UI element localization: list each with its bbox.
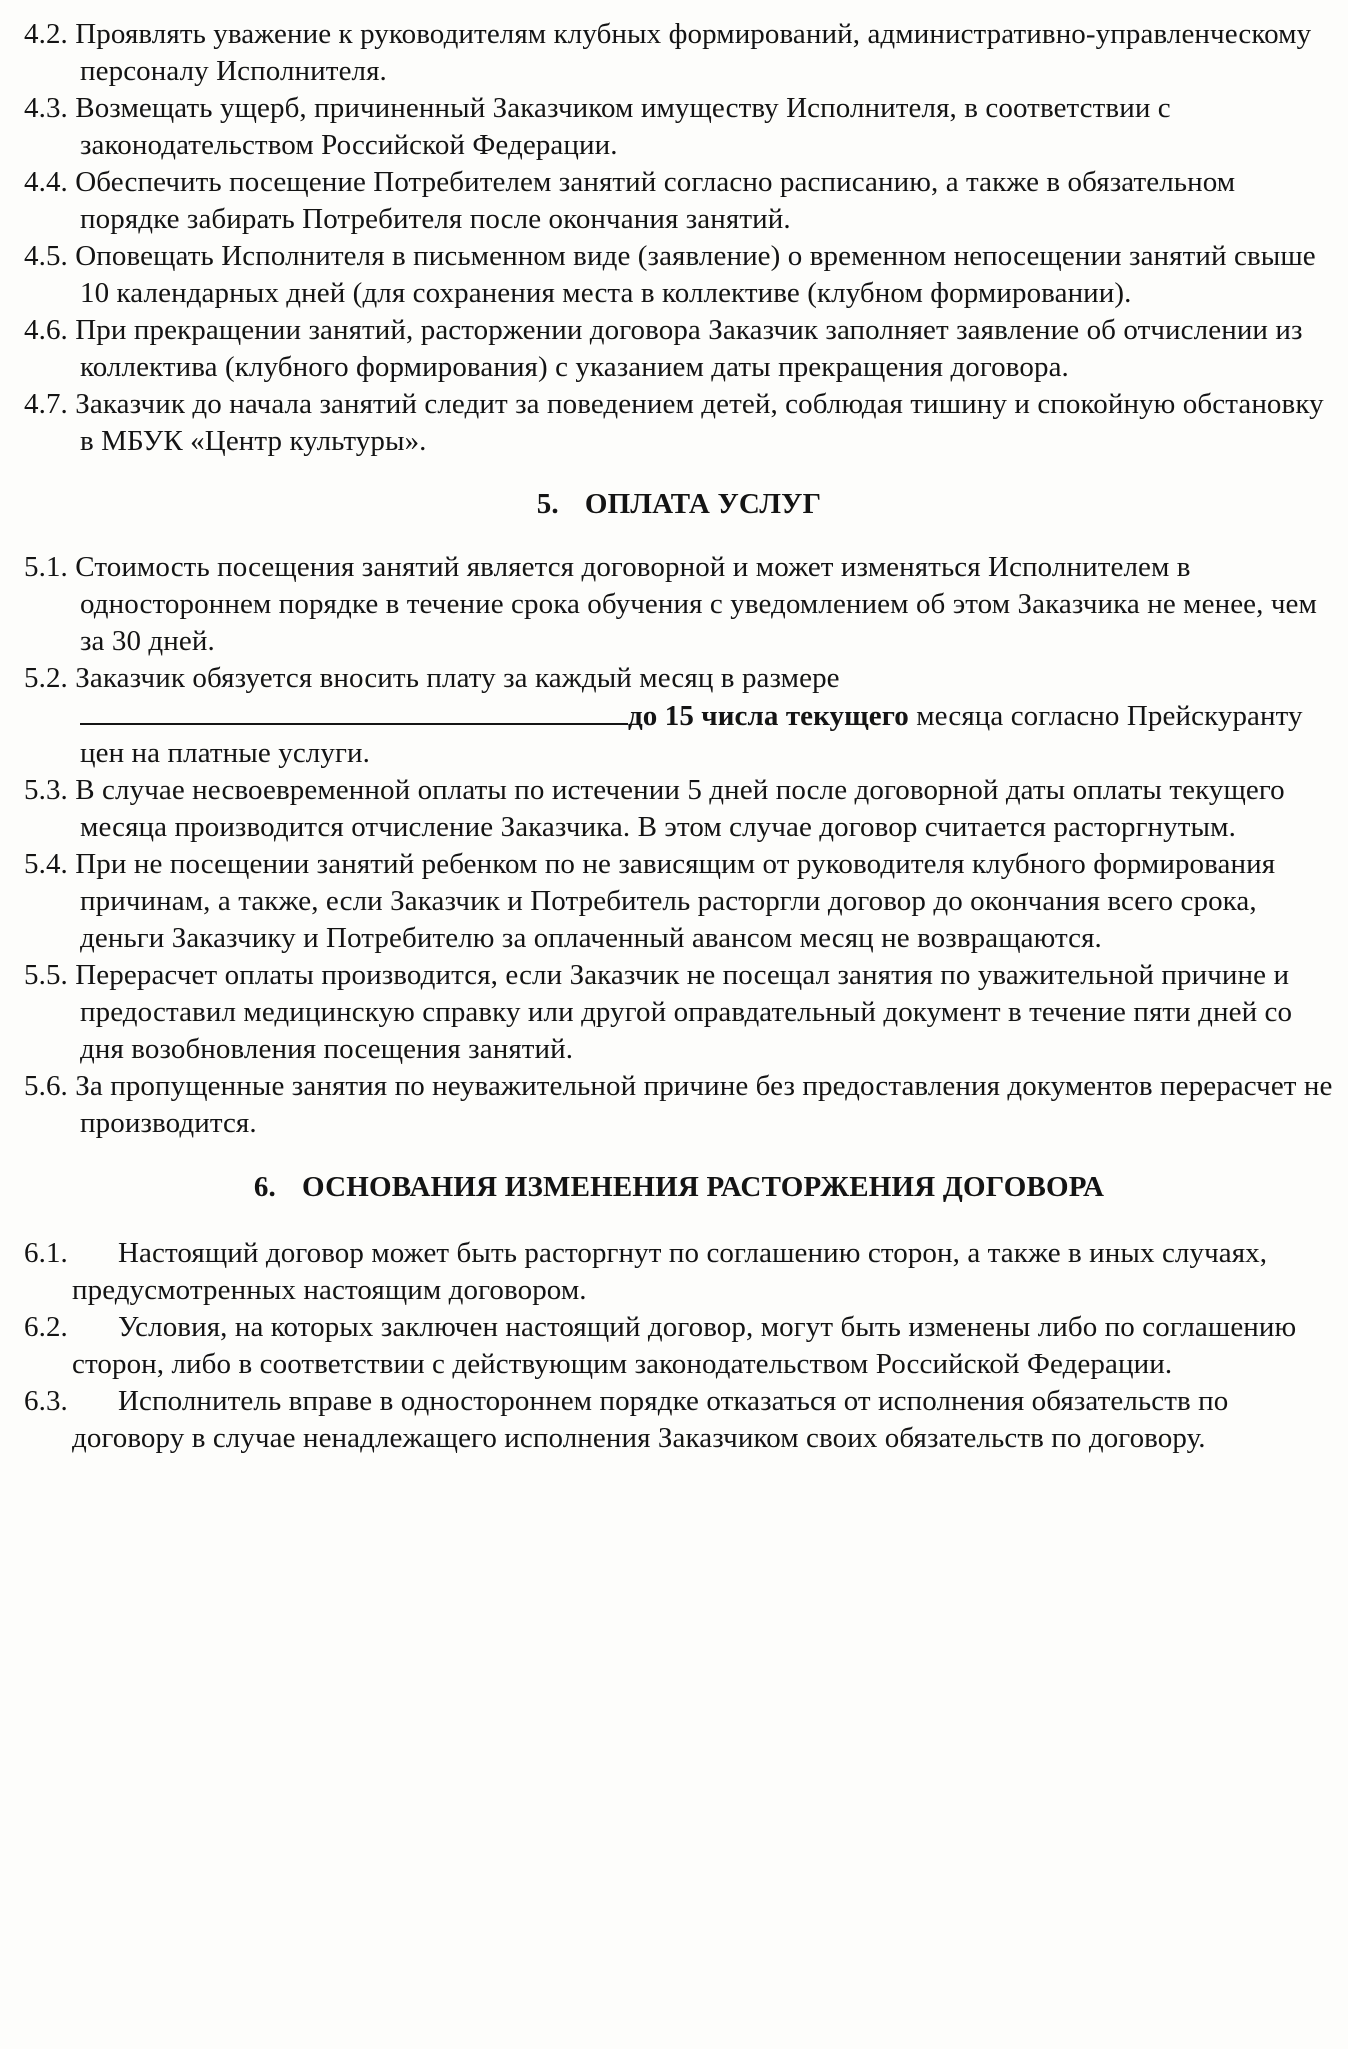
clause-5-4 (24, 846, 1334, 957)
clause-text-after: месяца согласно Прейскуранту цен на платные услуги. (80, 700, 1303, 769)
section-5-number: 5. (536, 488, 559, 520)
clause-5-5 (24, 957, 1334, 1068)
spacer (24, 460, 1334, 486)
section-6-heading (24, 1169, 1334, 1206)
clause-text: Возмещать ущерб, причиненный Заказчиком имуществу Исполнителя, в соответствии с законодательством Российской Федерации. (75, 92, 1171, 161)
payment-deadline: до 15 числа текущего (628, 700, 909, 732)
section-6-number: 6. (253, 1171, 276, 1203)
section-6-title: ОСНОВАНИЯ ИЗМЕНЕНИЯ РАСТОРЖЕНИЯ ДОГОВОРА (302, 1171, 1105, 1203)
clause-number: 4.5. (24, 240, 68, 272)
clause-text: В случае несвоевременной оплаты по истечении 5 дней после договорной даты оплаты текущего месяца производится отчисление Заказчика. В этом случае договор считается расторгнутым. (75, 774, 1285, 843)
document-page (24, 16, 1334, 1457)
section-6-list (24, 1235, 1334, 1457)
section-5-title: ОПЛАТА УСЛУГ (584, 488, 822, 520)
clause-text: Оповещать Исполнителя в письменном виде (заявление) о временном непосещении занятий свыше 10 календарных дней (для сохранения места в коллективе (клубном формировании). (75, 240, 1316, 309)
clause-text-before: Заказчик обязуется вносить плату за каждый месяц в размере (75, 662, 840, 694)
clause-number: 4.4. (24, 166, 68, 198)
clause-number: 4.7. (24, 388, 68, 420)
clause-5-3 (24, 772, 1334, 846)
clause-number: 5.5. (24, 959, 68, 991)
clause-number: 6.1. (24, 1237, 68, 1269)
clause-number: 4.2. (24, 18, 68, 50)
clause-4-4 (24, 164, 1334, 238)
section-4-list (24, 16, 1334, 460)
spacer (24, 1206, 1334, 1235)
clause-4-5 (24, 238, 1334, 312)
clause-number: 6.2. (24, 1311, 68, 1343)
clause-text: Заказчик до начала занятий следит за поведением детей, соблюдая тишину и спокойную обстановку в МБУК «Центр культуры». (75, 388, 1324, 457)
clause-4-6 (24, 312, 1334, 386)
section-5-list (24, 549, 1334, 1142)
clause-text: Перерасчет оплаты производится, если Заказчик не посещал занятия по уважительной причине и предоставил медицинскую справку или другой оправдательный документ в течение пяти дней со дня возобновления посещения занятий. (75, 959, 1293, 1065)
clause-6-1 (24, 1235, 1334, 1309)
clause-6-3 (24, 1383, 1334, 1457)
clause-6-2 (24, 1309, 1334, 1383)
clause-number: 6.3. (24, 1385, 68, 1417)
clause-4-2 (24, 16, 1334, 90)
clause-number: 5.4. (24, 848, 68, 880)
spacer (24, 1142, 1334, 1169)
clause-5-6 (24, 1068, 1334, 1142)
clause-text: Стоимость посещения занятий является договорной и может изменяться Исполнителем в одностороннем порядке в течение срока обучения с уведомлением об этом Заказчика не менее, чем за 30 дней. (75, 551, 1317, 657)
clause-text: Исполнитель вправе в одностороннем порядке отказаться от исполнения обязательств по договору в случае ненадлежащего исполнения Заказчиком своих обязательств по договору. (72, 1385, 1229, 1454)
clause-text: При не посещении занятий ребенком по не зависящим от руководителя клубного формирования причинам, а также, если Заказчик и Потребитель расторгли договор до окончания всего срока, деньги Заказчику и Потребителю за оплаченный авансом месяц не возвращаются. (75, 848, 1276, 954)
clause-text: Обеспечить посещение Потребителем занятий согласно расписанию, а также в обязательном порядке забирать Потребителя после окончания занятий. (75, 166, 1236, 235)
clause-text: За пропущенные занятия по неуважительной причине без предоставления документов перерасчет не производится. (75, 1070, 1333, 1139)
clause-5-1 (24, 549, 1334, 660)
clause-text: При прекращении занятий, расторжении договора Заказчик заполняет заявление об отчислении из коллектива (клубного формирования) с указанием даты прекращения договора. (75, 314, 1303, 383)
clause-4-7 (24, 386, 1334, 460)
clause-number: 5.6. (24, 1070, 68, 1102)
clause-text: Настоящий договор может быть расторгнут по соглашению сторон, а также в иных случаях, предусмотренных настоящим договором. (72, 1237, 1268, 1306)
clause-number: 5.1. (24, 551, 68, 583)
clause-number: 5.2. (24, 662, 68, 694)
clause-number: 5.3. (24, 774, 68, 806)
clause-text: Условия, на которых заключен настоящий договор, могут быть изменены либо по соглашению сторон, либо в соответствии с действующим законодательством Российской Федерации. (72, 1311, 1297, 1380)
clause-4-3 (24, 90, 1334, 164)
spacer (24, 523, 1334, 549)
clause-5-2 (24, 660, 1334, 772)
section-5-heading (24, 486, 1334, 523)
payment-amount-blank (80, 697, 628, 725)
clause-number: 4.3. (24, 92, 68, 124)
clause-text: Проявлять уважение к руководителям клубных формирований, административно-управленческому персоналу Исполнителя. (75, 18, 1312, 87)
clause-number: 4.6. (24, 314, 68, 346)
